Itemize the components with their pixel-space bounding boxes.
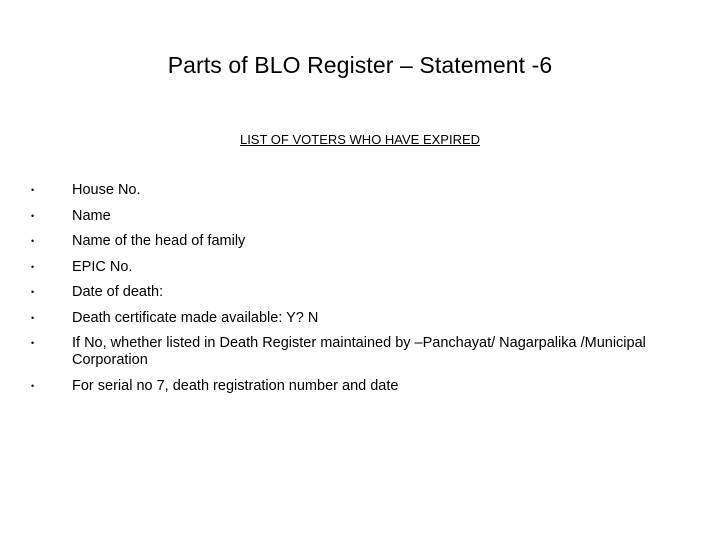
list-item-text: If No, whether listed in Death Register maintained by –Panchayat/ Nagarpalika /Municipal Corporation (72, 335, 646, 368)
bullet-icon: • (31, 236, 35, 246)
bullet-icon: • (31, 338, 35, 348)
section-heading: LIST OF VOTERS WHO HAVE EXPIRED (239, 132, 481, 147)
list-item-text: Name of the head of family (72, 233, 246, 249)
list-item-text: Name (72, 207, 111, 224)
slide-title: Parts of BLO Register – Statement -6 (167, 52, 553, 78)
list-item (30, 335, 690, 369)
list-item (30, 310, 690, 327)
bullet-icon: • (31, 261, 35, 272)
list-item-text: Death certificate made available: Y? N (72, 309, 319, 326)
list-item-text: Date of death: (72, 284, 164, 300)
list-item-text: EPIC No. (72, 258, 133, 275)
list-item (30, 284, 690, 301)
list-item-text: House No. (72, 182, 141, 198)
list-item (30, 233, 690, 250)
list-item-text: For serial no 7, death registration number and date (72, 377, 399, 394)
bullet-list (30, 182, 690, 403)
bullet-icon: • (31, 380, 35, 391)
list-item (30, 208, 690, 225)
list-item (30, 259, 690, 276)
bullet-icon: • (31, 210, 35, 221)
list-item (30, 378, 690, 395)
bullet-icon: • (31, 312, 35, 323)
bullet-icon: • (31, 185, 35, 195)
bullet-icon: • (31, 287, 35, 297)
list-item (30, 182, 690, 199)
